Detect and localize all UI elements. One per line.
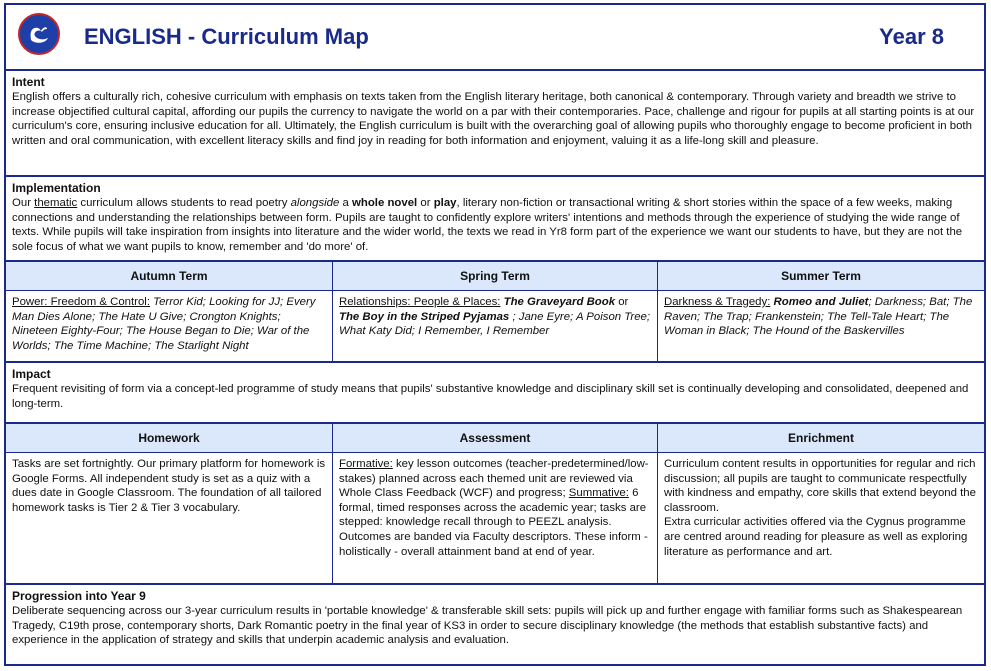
terms-table (6, 262, 984, 363)
intent-heading: Intent (12, 75, 45, 89)
impact-heading: Impact (12, 367, 51, 381)
intent-text: English offers a culturally rich, cohesive curriculum with emphasis on texts taken from the English literary heritage, both canonical & contemporary. Through variety and breadth we strive to increase objectified cultural capital, affording our pupils the currency to navigate the world on a par with their contemporaries. Pace, challenge and rigour for pupils at all starting points is at our curriculum's core, ensuring inclusive education for all. Ultimately, the English curriculum is built with the overarching goal of allowing pupils who thoroughly engage to become proficient in both written and oral communication, with excellent literacy skills and find joy in reading for both information and enjoyment, valuing it as a life-long skill and pleasure. (12, 91, 975, 147)
spring-term-column (333, 262, 658, 361)
summer-term-column (658, 262, 984, 361)
spring-term-header: Spring Term (333, 262, 657, 291)
summer-term-texts: Darkness & Tragedy: Romeo and Juliet; Darkness; Bat; The Raven; The Trap; Frankenstein; The Tell-Tale Heart; The Woman in Black; The Hound of the Baskervilles (664, 296, 973, 338)
page-header (6, 5, 984, 71)
assessment-header: Assessment (333, 424, 657, 453)
implementation-text: Our thematic curriculum allows students to read poetry alongside a whole novel or play, literary non-fiction or transactional writing & short stories within the space of a few weeks, making connections and understanding the relationships between form. Pupils are taught to confidently explore writers' intentions and methods through the experience of studying the wide range of texts. While pupils will take inspiration from insights into literature and the wider world, the texts we read in Yr8 form part of the experience we want our students to have, but they are not the sole focus of what we want pupils to know, remember and 'do more' of. (12, 197, 963, 253)
impact-section (6, 363, 984, 424)
autumn-term-header: Autumn Term (6, 262, 332, 291)
intent-section (6, 71, 984, 177)
enrichment-header: Enrichment (658, 424, 984, 453)
homework-column (6, 424, 333, 583)
implementation-heading: Implementation (12, 181, 101, 195)
page-title: ENGLISH - Curriculum Map (84, 24, 369, 49)
homework-header: Homework (6, 424, 332, 453)
enrichment-column (658, 424, 984, 583)
curriculum-map-page (4, 3, 986, 666)
assessment-column (333, 424, 658, 583)
impact-text: Frequent revisiting of form via a concept-led programme of study means that pupils' substantive knowledge and disciplinary skill set is continually developing and consolidated, deepened and long-term. (12, 383, 969, 410)
autumn-term-column (6, 262, 333, 361)
implementation-section (6, 177, 984, 262)
school-logo-icon (18, 13, 60, 55)
progression-text: Deliberate sequencing across our 3-year curriculum results in 'portable knowledge' & transferable skill sets: pupils will pick up and further engage with familiar forms such as Shakespearean Tragedy, C19th prose, contemporary shorts, Dark Romantic poetry in the final year of KS3 in order to secure disciplinary knowledge (the methods that establish substantive facts) and experience in the application of strategy and skills that underpin academic analysis and evaluation. (12, 605, 963, 647)
enrichment-text: Curriculum content results in opportunities for regular and rich discussion; all pupils are taught to communicate respectfully with kindness and empathy, core skills that extend beyond the classroom. Extra curricular activities offered via the Cygnus programme are centred around reading for pleasure as well as exploring literature as performance and art. (664, 458, 976, 558)
homework-text: Tasks are set fortnightly. Our primary platform for homework is Google Forms. All independent study is set as a quiz with a dues date in Google Classroom. The foundation of all tailored homework tasks is Tier 2 & Tier 3 vocabulary. (12, 458, 326, 514)
progression-section (6, 585, 984, 653)
spring-term-texts: Relationships: People & Places: The Graveyard Book or The Boy in the Striped Pyjamas ; Jane Eyre; A Poison Tree; What Katy Did; I Remember, I Remember (339, 296, 651, 338)
homework-assessment-enrichment-table (6, 424, 984, 585)
progression-heading: Progression into Year 9 (12, 589, 146, 603)
year-label: Year 8 (879, 24, 944, 49)
assessment-text: Formative: key lesson outcomes (teacher-predetermined/low-stakes) planned across each themed unit are reviewed via Whole Class Feedback (WCF) and progress; Summative: 6 formal, timed responses across the academic year; tasks are stepped: knowledge recall through to PEEZL analysis. Outcomes are banded via Faculty descriptors. These inform - holistically - overall attainment band at end of year. (339, 458, 649, 558)
summer-term-header: Summer Term (658, 262, 984, 291)
autumn-term-texts: Power: Freedom & Control: Terror Kid; Looking for JJ; Every Man Dies Alone; The Hate U Give; Crongton Knights; Nineteen Eighty-Four; The House Began to Die; War of the Worlds; The Time Machine; The Starlight Night (12, 296, 316, 352)
